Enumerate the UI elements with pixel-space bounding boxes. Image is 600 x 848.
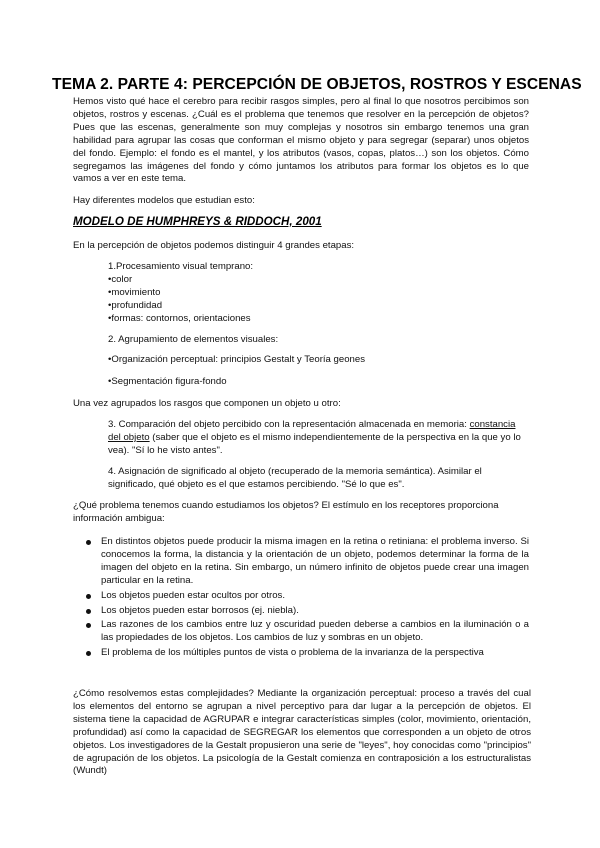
list-item: Los objetos pueden estar ocultos por otros. — [73, 590, 529, 603]
list-item: Los objetos pueden estar borrosos (ej. niebla). — [73, 605, 529, 618]
stage3-underlined-term: constancia del objeto — [108, 419, 516, 443]
grouped-intro: Una vez agrupados los rasgos que componen un objeto u otro: — [73, 398, 341, 409]
list-item: Las razones de los cambios entre luz y oscuridad pueden deberse a cambios en la iluminación o a las propiedades de los objetos. Los cambios de luz y sombras en un objeto. — [73, 619, 529, 645]
problems-list — [73, 536, 529, 662]
stage3-text-end: (saber que el objeto es el mismo independientemente de la perspectiva en la que yo lo vea). "Sí lo he visto antes". — [108, 431, 521, 456]
stage2-list — [108, 354, 528, 389]
intro-paragraph: Hemos visto qué hace el cerebro para recibir rasgos simples, pero al final lo que nosotros percibimos son objetos, rostros y escenas. ¿Cuál es el problema que tenemos que resolver en la percepción de objetos? Pues que las escenas, generalmente son muy complejas y nosotros sin embargo tenemos una gran habilidad para agrupar las cosas que conforman el mismo objeto y para segregar (separar) unos objetos del fondo. Ejemplo: el fondo es el mantel, y los atributos (vasos, copas, platos…) son los objetos. Cómo segregamos las imágenes del fondo y cómo juntamos los atributos para formar los objetos es lo que vamos a ver en este tema. — [73, 96, 529, 185]
stage2-heading: 2. Agrupamiento de elementos visuales: — [108, 333, 279, 345]
stage1-heading: 1.Procesamiento visual temprano: — [108, 261, 254, 272]
list-item: En distintos objetos puede producir la misma imagen en la retina o retiniana: el problema inverso. Si conocemos la forma, la distancia y la orientación de un objeto, podemos determinar la forma de la imagen del objeto en la retina. Sin embargo, un número infinito de objetos puede crear una imagen particular en la retina. — [73, 536, 529, 588]
list-item: • Segmentación figura-fondo — [108, 376, 528, 389]
list-item: • formas: contornos, orientaciones — [108, 313, 528, 326]
problem-intro: ¿Qué problema tenemos cuando estudiamos los objetos? El estímulo en los receptores proporciona información ambigua: — [73, 500, 499, 524]
stage1-list — [108, 274, 528, 326]
models-intro: Hay diferentes modelos que estudian esto: — [73, 195, 255, 206]
page-title: TEMA 2. PARTE 4: PERCEPCIÓN DE OBJETOS, ROSTROS Y ESCENAS — [52, 76, 582, 93]
stage3-text: 3. Comparación del objeto percibido con la representación almacenada en memoria: — [108, 419, 470, 430]
stages-1-2 — [108, 261, 528, 389]
closing-paragraph: ¿Cómo resolvemos estas complejidades? Mediante la organización perceptual: proceso a través del cual los elementos del entorno se agrupan a nivel perceptivo para dar lugar a la percepción de objetos. El sistema tiene la capacidad de AGRUPAR e integrar características simples (color, movimiento, orientación, profundidad) así como la capacidad de SEGREGAR los elementos que corresponden a un objeto de otros objetos. Los investigadores de la Gestalt propusieron una serie de "leyes", hoy conocidas como "principios" de agrupación de los objetos. La psicología de la Gestalt comienza en contraposición a los estructuralistas (Wundt) — [73, 688, 531, 777]
stages-intro: En la percepción de objetos podemos distinguir 4 grandes etapas: — [73, 240, 355, 251]
list-item: • Organización perceptual: principios Gestalt y Teoría geones — [108, 354, 528, 367]
stage3-paragraph — [108, 419, 530, 458]
model-heading: MODELO DE HUMPHREYS & RIDDOCH, 2001 — [73, 215, 322, 228]
list-item: • color — [108, 274, 528, 287]
list-item: • profundidad — [108, 300, 528, 313]
stage4-paragraph: 4. Asignación de significado al objeto (recuperado de la memoria semántica). Asimilar el significado, qué objeto es el que estamos percibiendo. "Sé lo que es". — [108, 466, 482, 490]
list-item: El problema de los múltiples puntos de vista o problema de la invarianza de la perspectiva — [73, 647, 529, 660]
list-item: • movimiento — [108, 287, 528, 300]
